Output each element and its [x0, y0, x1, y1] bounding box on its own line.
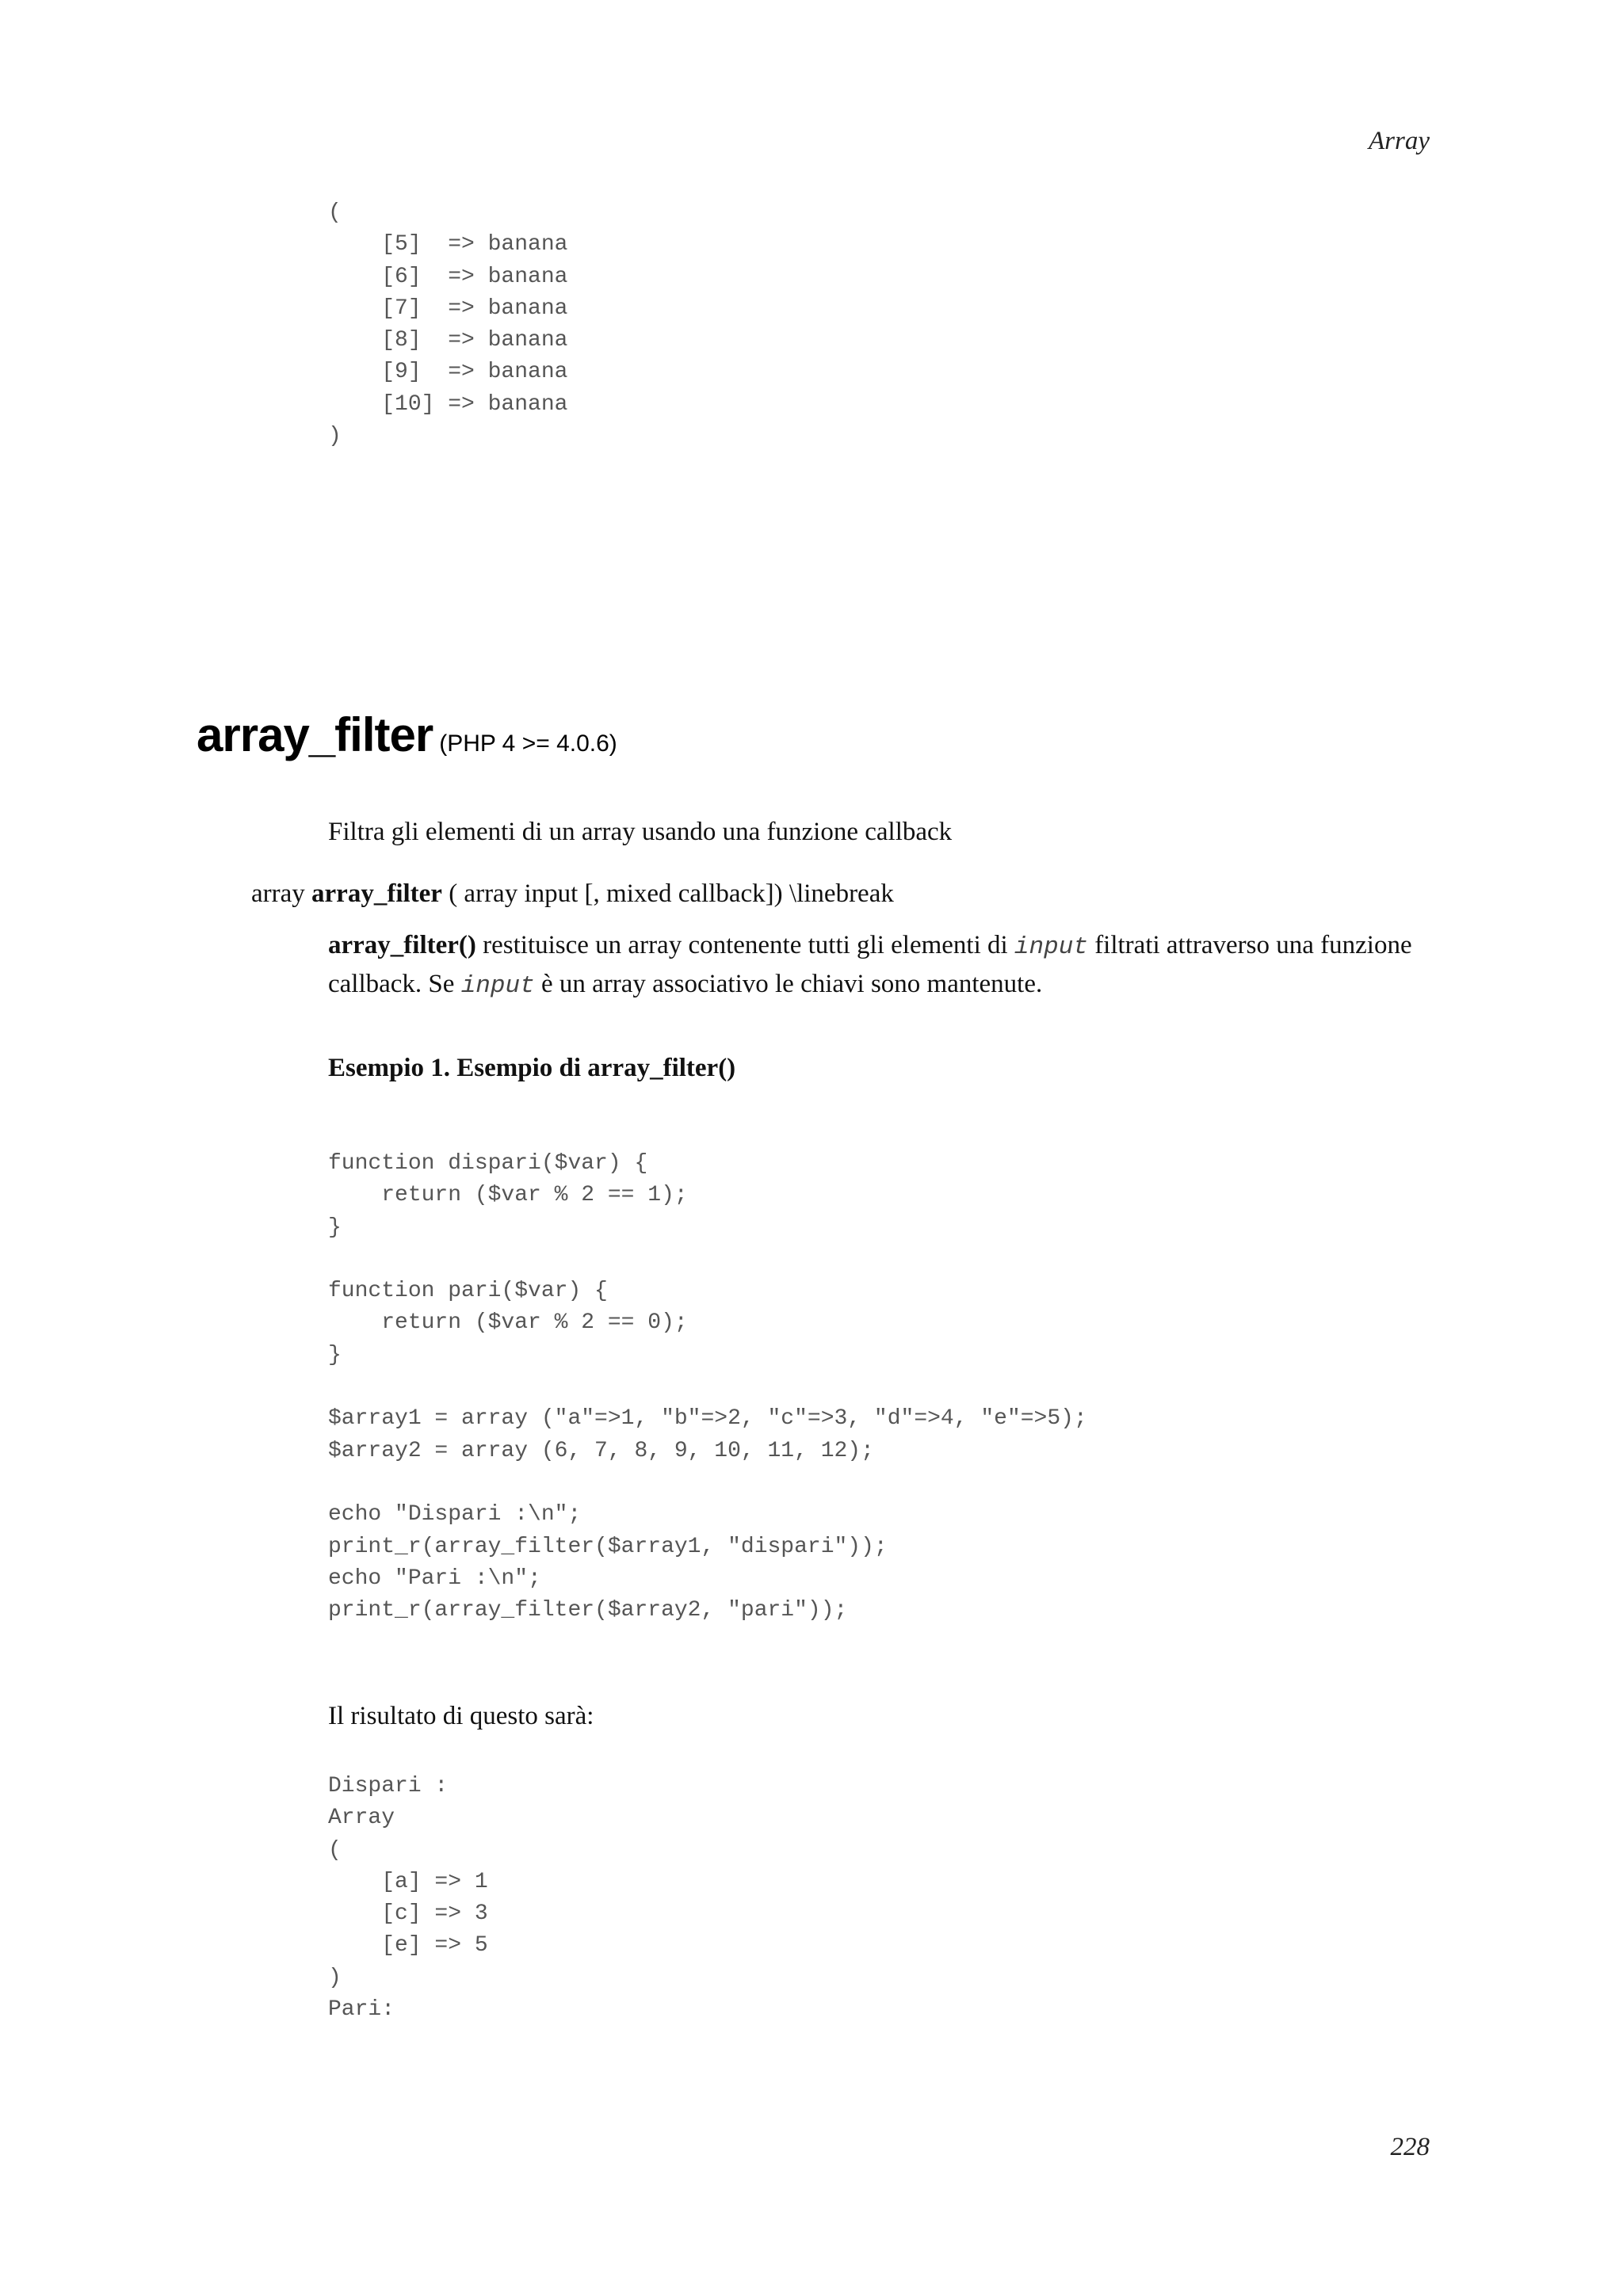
page-number: 228 [1390, 2133, 1430, 2161]
description-text-1: restituisce un array contenente tutti gli elementi di [475, 931, 1014, 959]
description-func-ref: array_filter() [328, 931, 476, 959]
result-code-block: Dispari : Array ( [a] => 1 [c] => 3 [e] => 5 ) Pari: [328, 1774, 488, 2023]
code-block-output-continued: ( [5] => banana [6] => banana [7] => banana [8] => banana [9] => banana [10] => banana ) [328, 200, 568, 449]
description-text-3: è un array associativo le chiavi sono mantenute. [534, 970, 1043, 998]
function-title [197, 707, 617, 762]
example-title: Esempio 1. Esempio di array_filter() [328, 1054, 736, 1082]
result-intro: Il risultato di questo sarà: [328, 1702, 594, 1730]
function-name: array_filter [197, 708, 433, 761]
function-version: (PHP 4 >= 4.0.6) [439, 730, 617, 757]
description-text-2: filtrati attraverso una funzione callback. Se [328, 931, 1412, 998]
function-description [328, 927, 1430, 1005]
function-synopsis [251, 879, 894, 909]
running-header: Array [1369, 127, 1430, 155]
synopsis-function-name: array_filter [311, 879, 442, 908]
example-code-block: function dispari($var) { return ($var % 2 == 1); } function pari($var) { return ($var % 2 == 0); } $array1 = array ("a"=>1, "b"=>2, "c"=>3, "d"=>4, "e"=>5); $array2 = array (6, 7, 8, 9, 10, 11, 12); echo "Dispari :\n"; print_r(array_filter($array1, "dispari")); echo "Pari :\n"; print_r(array_filter($array2, "pari")); [328, 1151, 1087, 1623]
synopsis-return-type: array [251, 879, 305, 908]
description-param-input-1: input [1014, 933, 1088, 961]
description-param-input-2: input [460, 972, 535, 1000]
synopsis-params: ( array input [, mixed callback]) \linebreak [449, 879, 894, 908]
function-summary: Filtra gli elementi di un array usando una funzione callback [328, 818, 953, 846]
